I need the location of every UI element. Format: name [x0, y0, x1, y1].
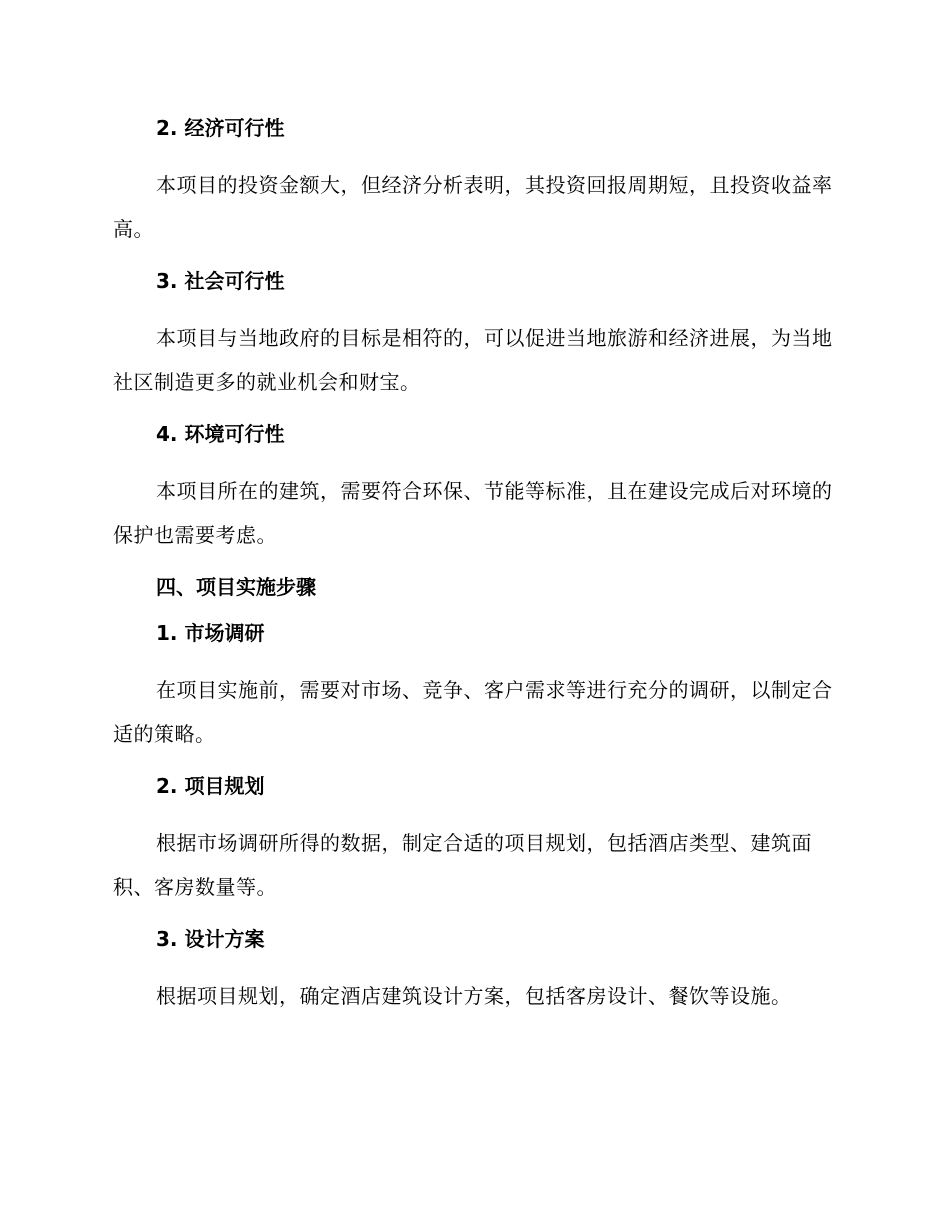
paragraph-market-research: 在项目实施前，需要对市场、竞争、客户需求等进行充分的调研，以制定合适的策略。: [113, 678, 833, 746]
paragraph-project-planning: 根据市场调研所得的数据，制定合适的项目规划，包括酒店类型、建筑面积、客房数量等。: [113, 831, 812, 899]
document-body: [113, 112, 833, 1018]
section-heading-project-planning: 2. 项目规划: [156, 774, 265, 798]
chapter-heading-implementation-steps: 四、项目实施步骤: [156, 575, 316, 599]
section-heading-economic-feasibility: 2. 经济可行性: [156, 116, 285, 140]
paragraph-social-feasibility: 本项目与当地政府的目标是相符的，可以促进当地旅游和经济进展，为当地社区制造更多的就业机会和财宝。: [113, 326, 833, 394]
paragraph-economic-feasibility: 本项目的投资金额大，但经济分析表明，其投资回报周期短，且投资收益率高。: [113, 173, 833, 241]
section-heading-environmental-feasibility: 4. 环境可行性: [156, 422, 285, 446]
section-heading-market-research: 1. 市场调研: [156, 621, 265, 645]
section-heading-social-feasibility: 3. 社会可行性: [156, 269, 285, 293]
paragraph-design-plan: 根据项目规划，确定酒店建筑设计方案，包括客房设计、餐饮等设施。: [156, 984, 792, 1008]
paragraph-environmental-feasibility: 本项目所在的建筑，需要符合环保、节能等标准，且在建设完成后对环境的保护也需要考虑。: [113, 479, 833, 547]
section-heading-design-plan: 3. 设计方案: [156, 927, 265, 951]
